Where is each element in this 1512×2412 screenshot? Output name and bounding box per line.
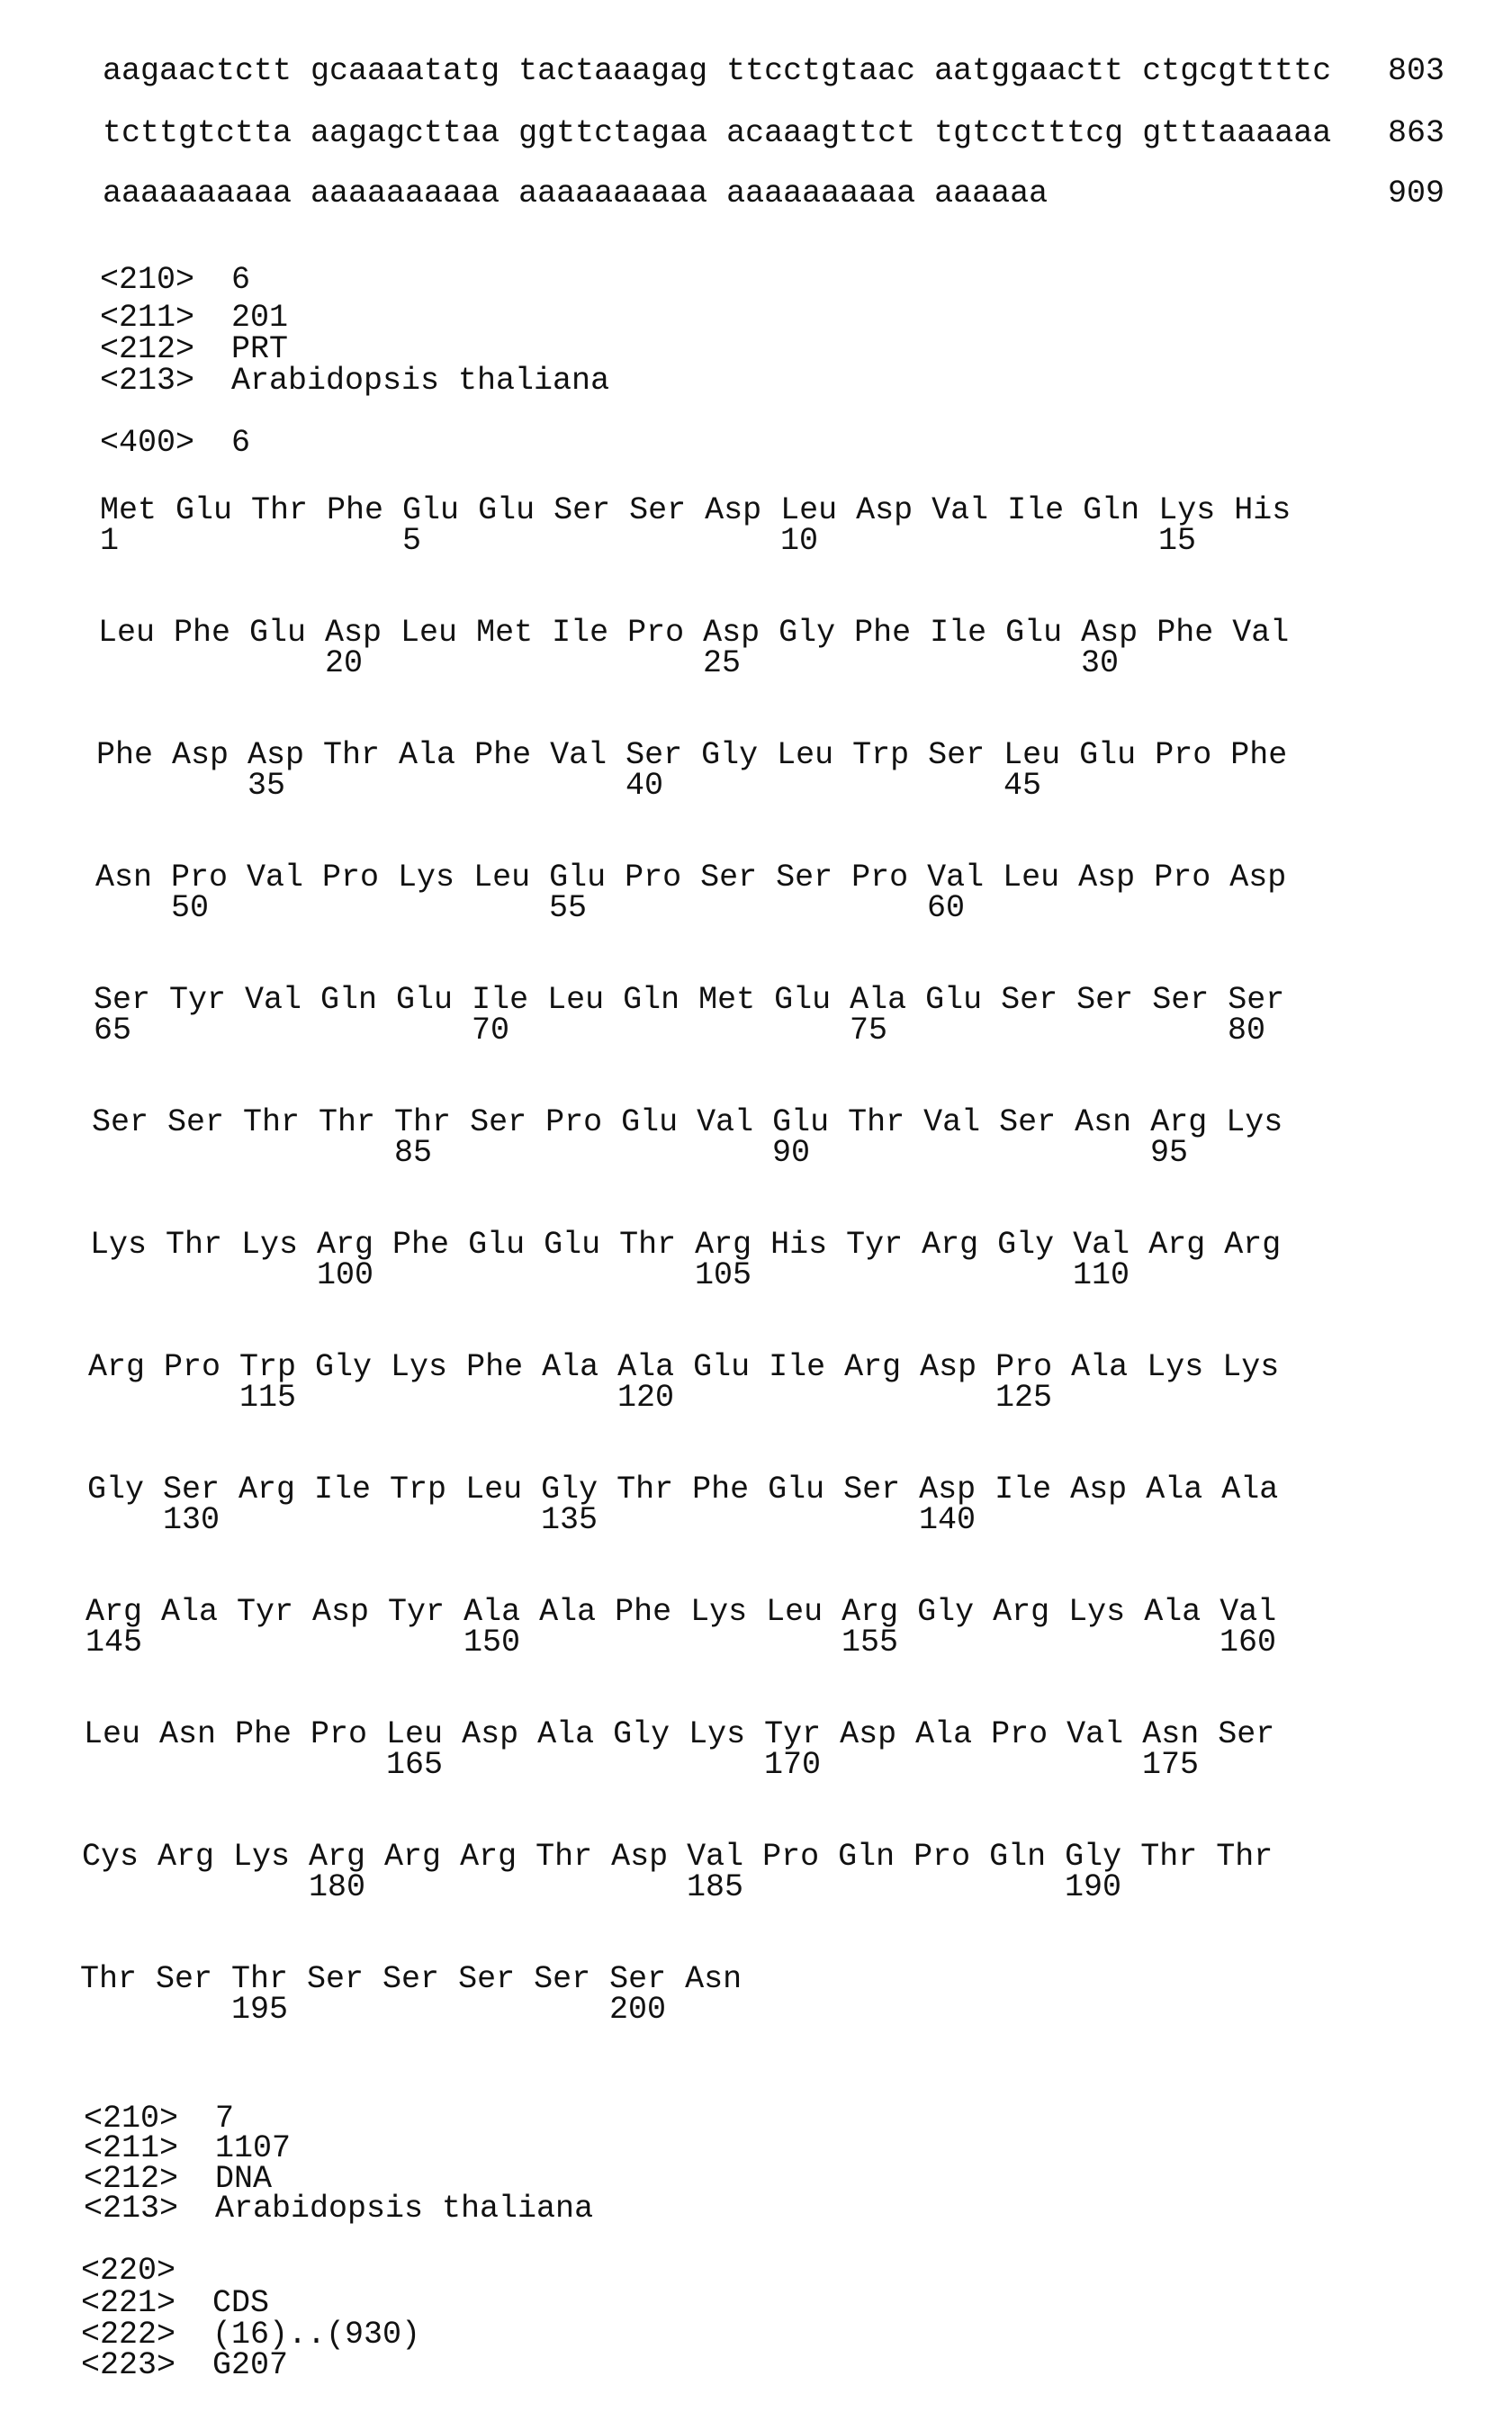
residue-position-number: 55 — [549, 892, 587, 924]
residue-position-number: 105 — [695, 1259, 752, 1292]
sequence-row — [87, 1473, 1437, 1545]
residue-line: Cys Arg Lys Arg Arg Arg Thr Asp Val Pro Gln Pro Gln Gly Thr Thr — [82, 1840, 1273, 1873]
residue-position-number: 50 — [171, 892, 209, 924]
sequence-row — [98, 616, 1448, 688]
field-tag: <211> — [100, 302, 231, 334]
residue-line: Arg Ala Tyr Asp Tyr Ala Ala Phe Lys Leu Arg Gly Arg Lys Ala Val — [86, 1596, 1276, 1628]
sequence-row — [82, 1840, 1432, 1912]
position-numbers — [100, 525, 1450, 557]
residue-position-number: 200 — [609, 1994, 666, 2026]
residue-position-number: 155 — [842, 1626, 898, 1659]
field-tag: <223> — [81, 2349, 212, 2381]
feature-line-221 — [81, 2287, 269, 2319]
field-value: DNA — [215, 2161, 272, 2197]
position-numbers — [92, 1137, 1442, 1169]
residue-position-number: 115 — [239, 1382, 296, 1414]
field-tag: <211> — [84, 2132, 215, 2164]
position-numbers — [84, 1749, 1434, 1781]
feature-line-220 — [81, 2254, 212, 2287]
header-line-400 — [100, 427, 250, 459]
residue-position-number: 165 — [386, 1749, 443, 1781]
field-tag: <400> — [100, 427, 231, 459]
residue-line: Ser Ser Thr Thr Thr Ser Pro Glu Val Glu Thr Val Ser Asn Arg Lys — [92, 1106, 1282, 1138]
residue-position-number: 25 — [703, 647, 741, 680]
field-tag: <210> — [84, 2102, 215, 2135]
header-line-213 — [84, 2192, 593, 2225]
sequence-row — [90, 1228, 1440, 1300]
residue-position-number: 45 — [1004, 770, 1041, 802]
field-value: (16)..(930) — [212, 2317, 420, 2353]
sequence-row — [96, 739, 1446, 811]
residue-position-number: 90 — [772, 1137, 810, 1169]
field-tag: <210> — [100, 264, 231, 296]
residue-position-number: 150 — [464, 1626, 520, 1659]
header-line-212 — [100, 333, 288, 365]
residue-line: Leu Asn Phe Pro Leu Asp Ala Gly Lys Tyr Asp Ala Pro Val Asn Ser — [84, 1718, 1274, 1750]
sequence-row — [84, 1718, 1434, 1790]
residue-position-number: 130 — [163, 1504, 220, 1536]
position-numbers — [87, 1504, 1437, 1536]
field-tag: <220> — [81, 2254, 212, 2287]
position-numbers — [80, 1994, 1430, 2026]
residue-position-number: 135 — [541, 1504, 598, 1536]
residue-position-number: 170 — [764, 1749, 821, 1781]
residue-position-number: 125 — [995, 1382, 1052, 1414]
field-value: 6 — [231, 262, 250, 298]
field-value: G207 — [212, 2347, 288, 2383]
residue-line: Ser Tyr Val Gln Glu Ile Leu Gln Met Glu Ala Glu Ser Ser Ser Ser — [94, 984, 1284, 1016]
dna-position-number: 863 — [1388, 117, 1444, 149]
position-numbers — [90, 1259, 1440, 1292]
residue-position-number: 15 — [1158, 525, 1196, 557]
residue-position-number: 70 — [472, 1014, 509, 1047]
residue-position-number: 85 — [394, 1137, 432, 1169]
residue-position-number: 140 — [919, 1504, 976, 1536]
sequence-row — [100, 494, 1450, 566]
feature-line-222 — [81, 2318, 420, 2351]
field-value: CDS — [212, 2285, 269, 2321]
header-line-211 — [84, 2132, 291, 2164]
residue-line: Thr Ser Thr Ser Ser Ser Ser Ser Asn — [80, 1963, 742, 1995]
position-numbers — [86, 1626, 1436, 1659]
residue-position-number: 75 — [850, 1014, 887, 1047]
residue-position-number: 120 — [617, 1382, 674, 1414]
sequence-row — [88, 1351, 1438, 1423]
sequence-row — [86, 1596, 1436, 1668]
residue-position-number: 5 — [402, 525, 421, 557]
residue-position-number: 30 — [1081, 647, 1119, 680]
feature-line-223 — [81, 2349, 288, 2381]
dna-position-number: 803 — [1388, 55, 1444, 87]
position-numbers — [95, 892, 1445, 924]
residue-position-number: 180 — [309, 1871, 365, 1904]
residue-position-number: 110 — [1073, 1259, 1130, 1292]
residue-line: Arg Pro Trp Gly Lys Phe Ala Ala Glu Ile Arg Asp Pro Ala Lys Lys — [88, 1351, 1279, 1383]
residue-position-number: 20 — [325, 647, 363, 680]
residue-position-number: 1 — [100, 525, 119, 557]
dna-sequence-line: aagaactctt gcaaaatatg tactaaagag ttcctgtaac aatggaactt ctgcgttttc — [103, 55, 1331, 87]
position-numbers — [88, 1382, 1438, 1414]
residue-line: Lys Thr Lys Arg Phe Glu Glu Thr Arg His Tyr Arg Gly Val Arg Arg — [90, 1228, 1281, 1261]
header-line-213 — [100, 364, 609, 397]
field-value: 1107 — [215, 2130, 291, 2166]
field-tag: <212> — [100, 333, 231, 365]
header-line-210 — [100, 264, 250, 296]
field-value: Arabidopsis thaliana — [215, 2191, 593, 2227]
field-value: Arabidopsis thaliana — [231, 363, 609, 399]
residue-position-number: 185 — [687, 1871, 743, 1904]
residue-position-number: 60 — [927, 892, 965, 924]
residue-position-number: 95 — [1150, 1137, 1188, 1169]
residue-position-number: 10 — [780, 525, 818, 557]
position-numbers — [96, 770, 1446, 802]
field-tag: <213> — [84, 2192, 215, 2225]
position-numbers — [82, 1871, 1432, 1904]
sequence-row — [92, 1106, 1442, 1178]
position-numbers — [98, 647, 1448, 680]
residue-line: Phe Asp Asp Thr Ala Phe Val Ser Gly Leu Trp Ser Leu Glu Pro Phe — [96, 739, 1287, 771]
residue-position-number: 190 — [1065, 1871, 1121, 1904]
field-value: 201 — [231, 300, 288, 336]
field-value: 7 — [215, 2101, 234, 2137]
residue-position-number: 100 — [317, 1259, 374, 1292]
field-value: PRT — [231, 331, 288, 367]
residue-line: Asn Pro Val Pro Lys Leu Glu Pro Ser Ser Pro Val Leu Asp Pro Asp — [95, 861, 1286, 894]
position-numbers — [94, 1014, 1444, 1047]
header-line-211 — [100, 302, 288, 334]
field-tag: <221> — [81, 2287, 212, 2319]
residue-position-number: 80 — [1228, 1014, 1265, 1047]
residue-line: Met Glu Thr Phe Glu Glu Ser Ser Asp Leu Asp Val Ile Gln Lys His — [100, 494, 1291, 526]
sequence-row — [80, 1963, 1430, 2035]
residue-position-number: 195 — [231, 1994, 288, 2026]
residue-position-number: 175 — [1142, 1749, 1199, 1781]
residue-line: Gly Ser Arg Ile Trp Leu Gly Thr Phe Glu Ser Asp Ile Asp Ala Ala — [87, 1473, 1278, 1506]
residue-position-number: 35 — [248, 770, 285, 802]
residue-line: Leu Phe Glu Asp Leu Met Ile Pro Asp Gly Phe Ile Glu Asp Phe Val — [98, 616, 1289, 649]
sequence-row — [94, 984, 1444, 1056]
dna-sequence-line: tcttgtctta aagagcttaa ggttctagaa acaaagttct tgtcctttcg gtttaaaaaa — [103, 117, 1331, 149]
field-tag: <222> — [81, 2318, 212, 2351]
field-value: 6 — [231, 425, 250, 461]
residue-position-number: 145 — [86, 1626, 142, 1659]
residue-position-number: 65 — [94, 1014, 131, 1047]
residue-position-number: 160 — [1220, 1626, 1276, 1659]
field-tag: <212> — [84, 2163, 215, 2195]
dna-sequence-line: aaaaaaaaaa aaaaaaaaaa aaaaaaaaaa aaaaaaaaaa aaaaaa — [103, 177, 1048, 210]
residue-position-number: 40 — [626, 770, 663, 802]
field-tag: <213> — [100, 364, 231, 397]
sequence-row — [95, 861, 1445, 933]
dna-position-number: 909 — [1388, 177, 1444, 210]
